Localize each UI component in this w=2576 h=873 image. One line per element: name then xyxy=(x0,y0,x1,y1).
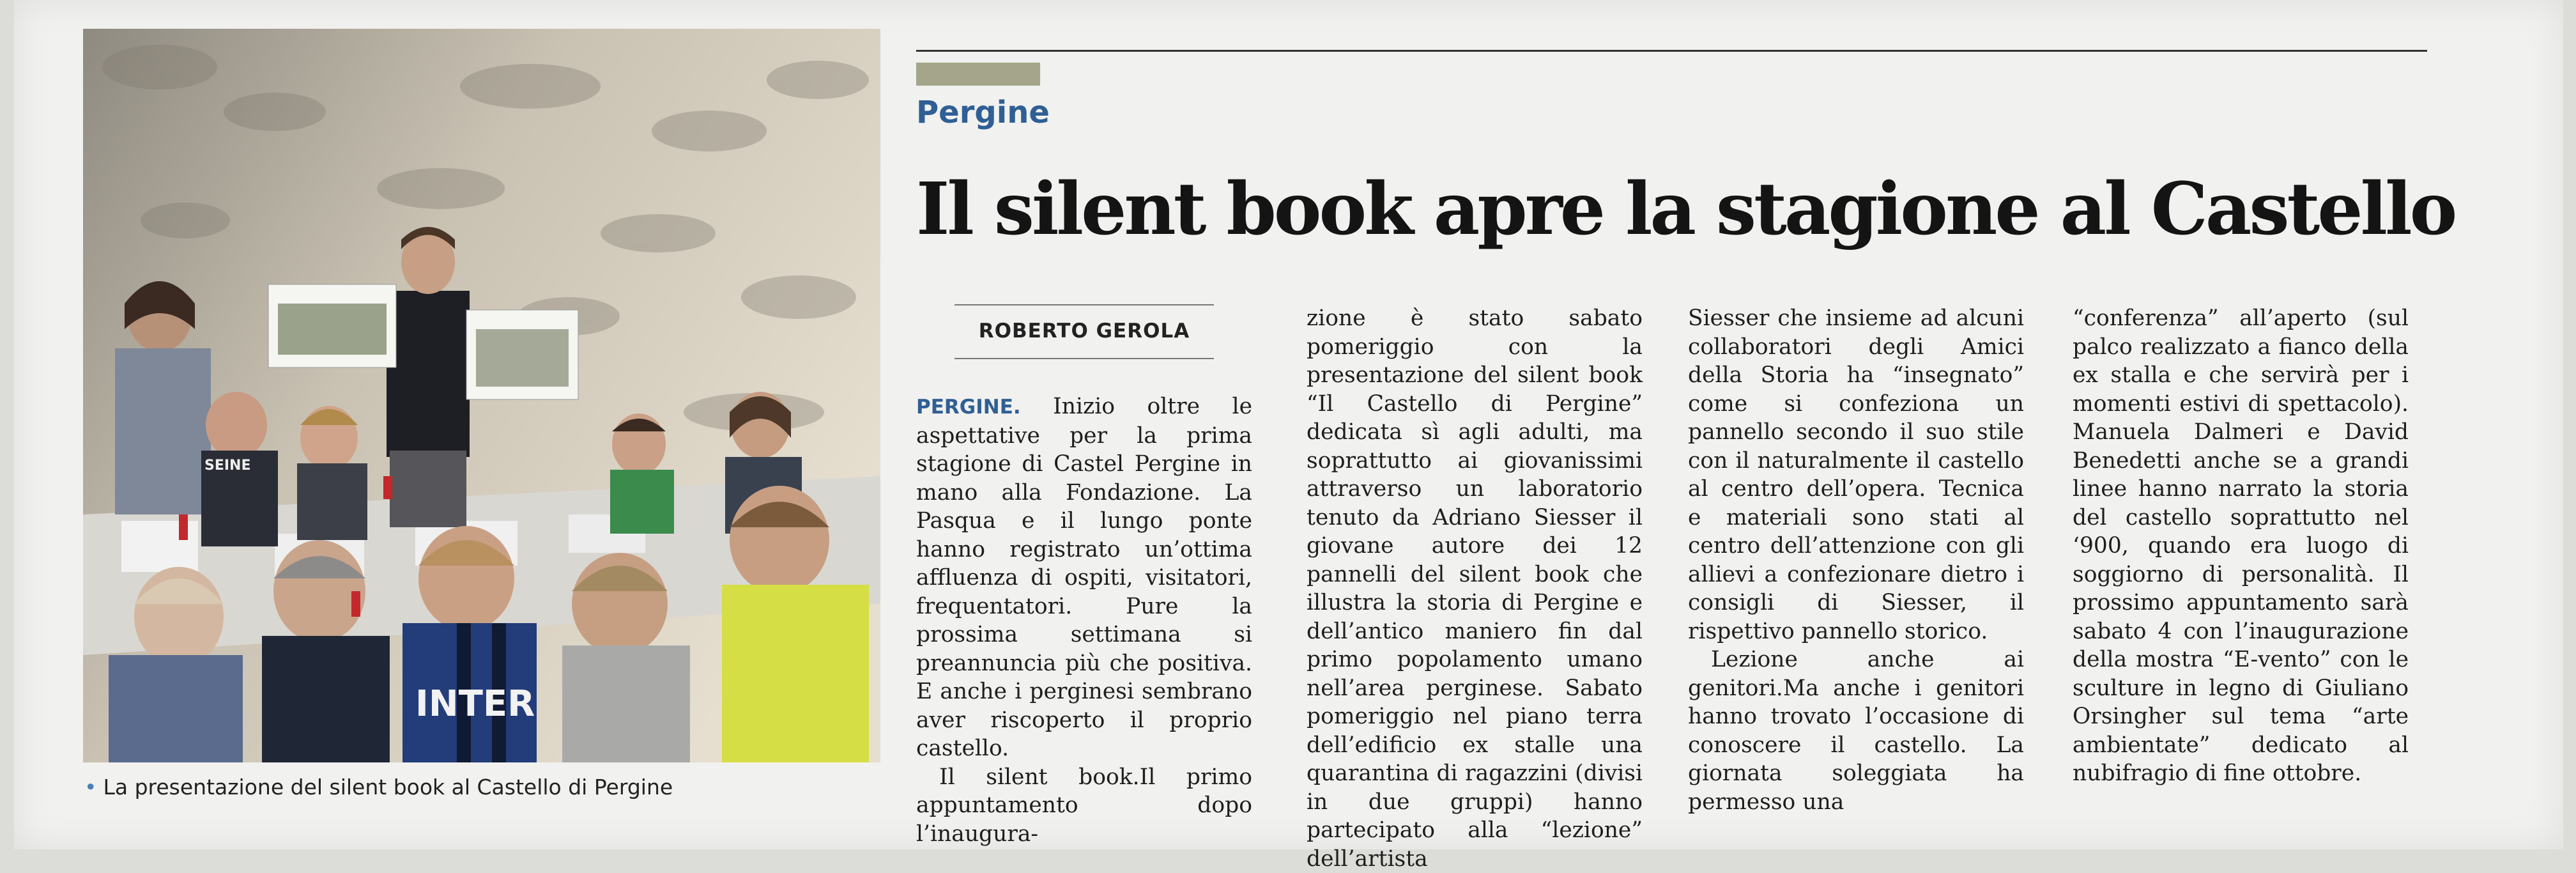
section-tag-bar xyxy=(916,63,1040,86)
newspaper-page xyxy=(14,0,2563,872)
article-column-1 xyxy=(916,392,1252,847)
paragraph-2-start: Il silent book.Il primo appuntamento dopo l’inaugura- xyxy=(916,764,1252,847)
paragraph-3-end: “conferenza” all’aperto (sul palco realizzato a fianco della ex stalla e che servirà per i momenti estivi di spettacolo). Manuela Dalmeri e David Benedetti anche se a grandi linee hanno narrato la storia del castello soprattutto nel ‘900, quando era luogo di soggiorno di personalità. Il prossimo appuntamento sarà sabato 4 con l’inaugurazione della mostra “E-vento” con le sculture in legno di Giuliano Orsingher sul tema “arte ambientate” dedicato al nubifragio di fine ottobre. xyxy=(2073,305,2409,786)
byline xyxy=(916,304,1252,359)
paragraph-1 xyxy=(916,392,1252,763)
paragraph-1-text: Inizio oltre le aspettative per la prima stagione di Castel Pergine in mano alla Fondazione. La Pasqua e il lungo ponte hanno registrato un’ottima affluenza di ospiti, visitatori, frequentatori. Pure la prossima settimana si preannuncia più che positiva. E anche i perginesi sembrano aver riscoperto il proprio castello. xyxy=(916,394,1252,761)
article-column-3 xyxy=(1688,304,2024,815)
author-name: ROBERTO GEROLA xyxy=(978,320,1190,343)
article-photo xyxy=(83,29,880,762)
caption-bullet-icon: • xyxy=(84,775,97,800)
paragraph-2-end: Siesser che insieme ad alcuni collaboratori degli Amici della Storia ha “insegnato” come si confeziona un pannello secondo il suo stile con il naturalmente il castello al centro dell’opera. Tecnica e materiali sono stati al centro dell’attenzione con gli allievi a confezionare dietro i consigli di Siesser, il rispettivo pannello storico. xyxy=(1688,305,2024,644)
photo-illustration xyxy=(83,29,880,762)
top-rule xyxy=(916,50,2427,52)
article-column-2 xyxy=(1307,304,1643,872)
dateline: PERGINE. xyxy=(916,396,1021,419)
paragraph-3-start: Lezione anche ai genitori.Ma anche i genitori hanno trovato l’occasione di conoscere il castello. La giornata soleggiata ha permesso una xyxy=(1688,647,2024,815)
shirt-text-2: SEINE xyxy=(204,458,251,474)
caption-text: La presentazione del silent book al Castello di Pergine xyxy=(103,775,673,800)
byline-rule-top xyxy=(954,304,1214,305)
headline: Il silent book apre la stagione al Castello xyxy=(916,167,2455,251)
photo-caption xyxy=(84,775,883,800)
byline-rule-bottom xyxy=(954,358,1214,359)
section-label: Pergine xyxy=(916,95,1050,130)
paragraph-2-cont: zione è stato sabato pomeriggio con la presentazione del silent book “Il Castello di Pergine” dedicata sì agli adulti, ma soprattutto ai giovanissimi attraverso un laboratorio tenuto da Adriano Siesser il giovane autore dei 12 pannelli del silent book che illustra la storia di Pergine e dell’antico maniero fin dal primo popolamento umano nell’area perginese. Sabato pomeriggio nel piano terra dell’edificio ex stalle una quarantina di ragazzini (divisi in due gruppi) hanno partecipato alla “lezione” dell’artista xyxy=(1307,305,1643,872)
shirt-text: INTER xyxy=(415,683,535,725)
article-column-4 xyxy=(2073,304,2409,809)
